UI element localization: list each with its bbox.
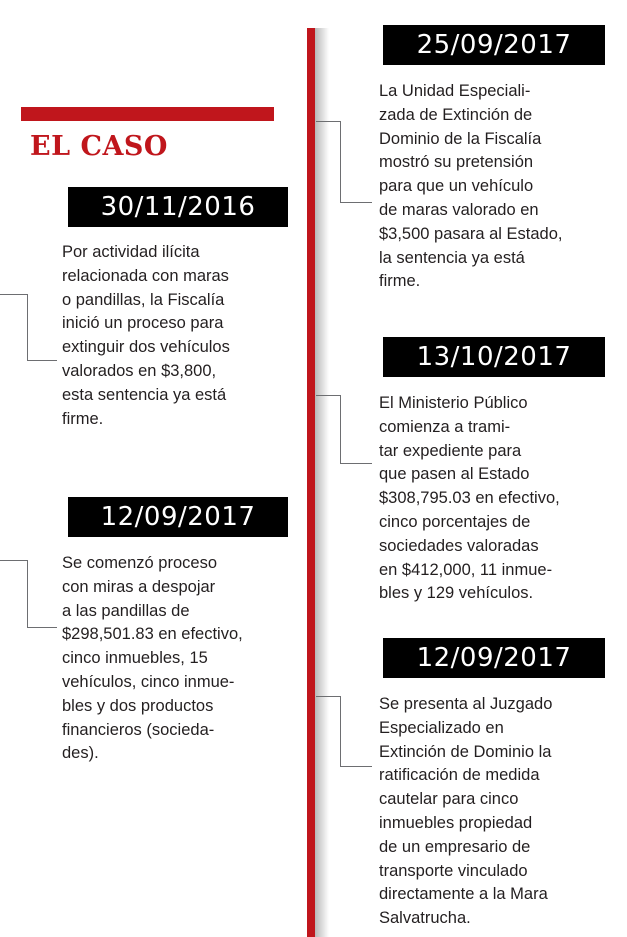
date-box-right-2: 13/10/2017: [383, 337, 605, 377]
event-text-right-1: La Unidad Especiali- zada de Extinción de Dominio de la Fiscalía mostró su pretensión para que un vehículo de maras valorado en $3,500 pasara al Estado, la sentencia ya está firme.: [379, 82, 563, 291]
connector-right-2-vertical: [340, 395, 341, 463]
date-box-right-1: 25/09/2017: [383, 25, 605, 65]
event-text-left-1: Por actividad ilícita relacionada con maras o pandillas, la Fiscalía inició un proceso para extinguir dos vehículos valorados en $3,800, esta sentencia ya está firme.: [62, 243, 230, 428]
connector-left-2-vertical: [27, 560, 28, 627]
connector-left-2-top: [0, 560, 27, 561]
connector-left-1-bottom: [27, 360, 57, 361]
date-box-left-1: 30/11/2016: [68, 187, 288, 227]
connector-right-3-top: [316, 696, 340, 697]
event-text-right-2: El Ministerio Público comienza a trami- tar expediente para que pasen al Estado $308,795.03 en efectivo, cinco porcentajes de sociedades valoradas en $412,000, 11 inmue- bles y 129 vehículos.: [379, 394, 560, 603]
timeline-bar: [307, 28, 315, 937]
event-text-left-2: Se comenzó proceso con miras a despojar a las pandillas de $298,501.83 en efectivo, cinco inmuebles, 15 vehículos, cinco inmue- bles y dos productos financieros (socieda- des).: [62, 554, 243, 763]
connector-right-1-vertical: [340, 121, 341, 202]
connector-right-1-bottom: [340, 202, 372, 203]
timeline-shadow: [315, 28, 329, 937]
connector-left-1-top: [0, 294, 27, 295]
date-box-right-3: 12/09/2017: [383, 638, 605, 678]
connector-right-2-top: [316, 395, 340, 396]
event-text-right-3: Se presenta al Juzgado Especializado en Extinción de Dominio la ratificación de medida cautelar para cinco inmuebles propiedad de un empresario de transporte vinculado directamente a la Mara Salvatrucha.: [379, 695, 553, 928]
connector-right-3-bottom: [340, 766, 372, 767]
heading-rule: [21, 107, 274, 121]
connector-left-2-bottom: [27, 627, 57, 628]
section-heading: EL CASO: [30, 131, 168, 162]
date-box-left-2: 12/09/2017: [68, 497, 288, 537]
connector-right-2-bottom: [340, 463, 372, 464]
connector-right-1-top: [316, 121, 340, 122]
connector-left-1-vertical: [27, 294, 28, 360]
connector-right-3-vertical: [340, 696, 341, 766]
